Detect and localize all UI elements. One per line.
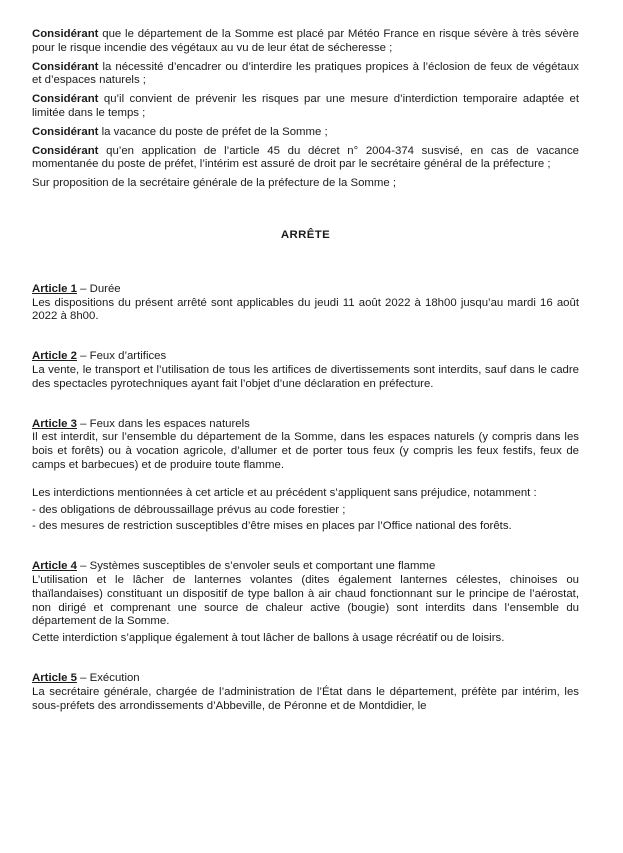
article-number: Article 1 [32,282,77,295]
article-paragraph: Les dispositions du présent arrêté sont applicables du jeudi 11 août 2022 à 18h00 jusqu’au mardi 16 août 2022 à 8h00. [32,296,579,323]
considerant-2 [32,61,579,89]
list-item: - des obligations de débroussaillage prévus au code forestier ; [32,503,346,516]
decree-title: ARRÊTE [280,228,331,241]
considerant-4 [32,126,579,140]
considerant-keyword: Considérant [32,93,99,106]
considerant-5 [32,145,579,173]
article-heading-text: – Durée [76,282,121,295]
article-paragraph: Les interdictions mentionnées à cet article et au précédent s’appliquent sans préjudice, notamment : [32,486,537,499]
considerant-keyword: Considérant [32,60,99,73]
article-paragraph: La vente, le transport et l’utilisation de tous les artifices de divertissements sont interdits, sauf dans le cadre des spectacles pyrotechniques ayant fait l’objet d’une déclaration en préfecture. [32,363,579,390]
article-3 [32,418,579,535]
considerant-keyword: Considérant [32,28,99,40]
considerant-3 [32,93,579,121]
article-paragraph: La secrétaire générale, chargée de l’administration de l’État dans le département, préfète par intérim, les sous-préfets des arrondissements d’Abbeville, de Péronne et de Montdidier, le [32,685,579,712]
article-heading-text: – Exécution [76,671,140,684]
considerant-text: qu’il convient de prévenir les risques par une mesure d’interdiction temporaire adaptée et limitée dans le temps ; [32,93,579,119]
article-heading [32,418,579,432]
article-paragraph: L’utilisation et le lâcher de lanternes volantes (dites également lanternes célestes, chinoises ou thaïlandaises) constituant un dispositif de type ballon à air chaud fonctionnant sur le principe de l’aérostat, non dirigé et comprenant une source de chaleur active (bougie) sont interdits dans l’ensemble du département de la Somme. [32,573,579,628]
article-heading-text: – Systèmes susceptibles de s’envoler seuls et comportant une flamme [76,560,436,573]
considerant-text: la nécessité d’encadrer ou d’interdire les pratiques propices à l’éclosion de feux de végétaux et d’espaces naturels ; [32,60,579,87]
article-heading [32,560,579,574]
article-2 [32,350,579,391]
article-heading [32,350,579,364]
article-paragraph: Il est interdit, sur l’ensemble du département de la Somme, dans les espaces naturels (y compris dans les bois et forêts) ou à vocation agricole, d’allumer et de porter tous feux (y compris les feux festifs, feux de camps et barbecues) et de produire toute flamme. [32,431,579,471]
article-heading [32,672,579,686]
considerant-keyword: Considérant [32,144,99,157]
considerant-text: que le département de la Somme est placé par Météo France en risque sévère à très sévère pour le risque incendie des végétaux au vu de leur état de sécheresse ; [32,28,579,54]
article-number: Article 4 [32,560,77,573]
article-4 [32,560,579,646]
article-heading [32,283,579,297]
article-number: Article 5 [32,671,77,684]
list-item: - des mesures de restriction susceptibles d’être mises en places par l’Office national des forêts. [32,520,512,533]
proposition-text: Sur proposition de la secrétaire générale de la préfecture de la Somme ; [32,177,397,190]
article-1 [32,283,579,324]
considerant-text: qu’en application de l’article 45 du décret n° 2004-374 susvisé, en cas de vacance momentanée du poste de préfet, l’intérim est assuré de droit par le secrétaire général de la préfecture ; [32,144,579,171]
article-heading-text: – Feux dans les espaces naturels [76,417,250,430]
article-number: Article 3 [32,417,77,430]
article-paragraph: Cette interdiction s’applique également à tout lâcher de ballons à usage récréatif ou de loisirs. [32,632,505,645]
article-5 [32,672,579,713]
considerant-keyword: Considérant [32,125,99,138]
considerant-1 [32,28,579,56]
considerants-section [32,28,579,191]
article-heading-text: – Feux d’artifices [76,350,167,363]
article-number: Article 2 [32,350,77,363]
considerant-text: la vacance du poste de préfet de la Somme ; [98,125,328,138]
